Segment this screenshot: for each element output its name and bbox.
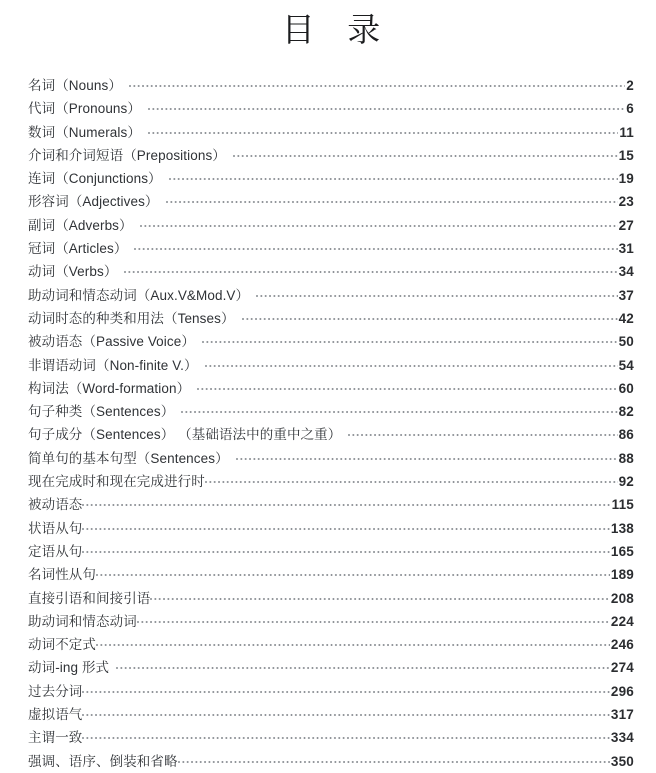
toc-entry-label: 动词不定式 — [28, 637, 96, 653]
toc-entry[interactable] — [28, 284, 634, 307]
toc-entry-label: 代词（Pronouns） — [28, 101, 141, 117]
toc-dot-leader — [233, 147, 618, 160]
table-of-contents — [28, 74, 634, 773]
toc-entry-page-number: 6 — [626, 101, 634, 117]
toc-entry-page-number: 15 — [618, 147, 634, 163]
toc-entry-label: 直接引语和间接引语 — [28, 590, 151, 606]
toc-dot-leader — [197, 380, 617, 393]
toc-entry-label: 句子种类（Sentences） — [28, 404, 175, 420]
toc-entry-page-number: 274 — [610, 660, 634, 676]
toc-dot-leader — [82, 706, 609, 719]
toc-entry[interactable] — [28, 470, 634, 493]
toc-entry-page-number: 296 — [610, 683, 634, 699]
toc-entry[interactable] — [28, 726, 634, 749]
page-title: 目 录 — [281, 10, 392, 49]
toc-entry-label: 主谓一致 — [28, 730, 83, 746]
toc-entry-label: 动词-ing 形式 — [28, 660, 110, 676]
toc-entry-label: 名词（Nouns） — [28, 78, 122, 93]
toc-entry-page-number: 189 — [610, 567, 634, 583]
toc-entry[interactable] — [28, 330, 634, 353]
toc-dot-leader — [205, 357, 618, 370]
toc-entry-page-number: 34 — [618, 264, 634, 280]
toc-entry[interactable] — [28, 144, 634, 167]
toc-entry[interactable] — [28, 97, 634, 120]
toc-dot-leader — [202, 333, 618, 346]
toc-dot-leader — [96, 566, 610, 579]
toc-entry[interactable] — [28, 703, 634, 726]
toc-entry-page-number: 50 — [618, 334, 634, 350]
toc-entry[interactable] — [28, 214, 634, 237]
toc-dot-leader — [134, 240, 617, 253]
toc-dot-leader — [150, 590, 609, 603]
toc-entry[interactable] — [28, 260, 634, 283]
toc-dot-leader — [82, 496, 610, 509]
toc-dot-leader — [242, 310, 618, 323]
toc-entry-label: 动词时态的种类和用法（Tenses） — [28, 310, 235, 326]
toc-entry-page-number: 317 — [610, 707, 634, 723]
toc-dot-leader — [148, 124, 618, 137]
toc-entry[interactable] — [28, 190, 634, 213]
toc-dot-leader — [140, 217, 618, 230]
toc-dot-leader — [166, 193, 618, 206]
toc-entry[interactable] — [28, 307, 634, 330]
toc-entry[interactable] — [28, 400, 634, 423]
toc-entry-page-number: 246 — [610, 637, 634, 653]
toc-entry-page-number: 92 — [618, 474, 634, 490]
toc-entry[interactable] — [28, 447, 634, 470]
toc-entry[interactable] — [28, 633, 634, 656]
toc-entry-label: 形容词（Adjectives） — [28, 194, 159, 210]
toc-entry-page-number: 27 — [618, 217, 634, 233]
toc-entry-label: 简单句的基本句型（Sentences） — [28, 450, 229, 466]
toc-dot-leader — [124, 263, 617, 276]
toc-entry-page-number: 334 — [610, 730, 634, 746]
toc-entry-page-number: 115 — [611, 497, 634, 513]
toc-dot-leader — [82, 520, 609, 533]
toc-entry-label: 被动语态（Passive Voice） — [28, 334, 195, 350]
toc-dot-leader — [82, 683, 609, 696]
toc-entry[interactable] — [28, 423, 634, 446]
toc-dot-leader — [169, 170, 618, 183]
toc-dot-leader — [137, 613, 610, 626]
toc-entry-label: 副词（Adverbs） — [28, 217, 133, 233]
toc-entry-page-number: 88 — [618, 450, 634, 466]
toc-entry-page-number: 224 — [610, 613, 634, 629]
toc-dot-leader — [129, 77, 625, 90]
toc-dot-leader — [116, 659, 610, 672]
toc-dot-leader — [256, 287, 617, 300]
toc-dot-leader — [236, 450, 618, 463]
toc-entry[interactable] — [28, 121, 634, 144]
toc-dot-leader — [82, 729, 609, 742]
toc-entry-label: 介词和介词短语（Prepositions） — [28, 147, 226, 163]
toc-entry[interactable] — [28, 74, 634, 97]
toc-entry-page-number: 11 — [619, 124, 634, 140]
toc-entry-page-number: 23 — [618, 194, 634, 210]
toc-entry-label: 冠词（Articles） — [28, 241, 128, 257]
toc-entry-label: 虚拟语气 — [28, 707, 83, 723]
toc-entry-page-number: 2 — [626, 78, 634, 93]
toc-entry[interactable] — [28, 610, 634, 633]
toc-dot-leader — [148, 100, 625, 113]
toc-entry[interactable] — [28, 680, 634, 703]
toc-entry-label: 数词（Numerals） — [28, 124, 141, 140]
toc-dot-leader — [205, 473, 618, 486]
toc-entry-label: 过去分词 — [28, 683, 83, 699]
toc-entry[interactable] — [28, 377, 634, 400]
toc-dot-leader — [96, 636, 610, 649]
toc-entry-page-number: 37 — [618, 287, 634, 303]
toc-entry[interactable] — [28, 167, 634, 190]
toc-entry[interactable] — [28, 540, 634, 563]
toc-entry-label: 助动词和情态动词 — [28, 613, 137, 629]
toc-entry-label: 现在完成时和现在完成进行时 — [28, 474, 205, 490]
toc-entry-label: 强调、语序、倒装和省略 — [28, 753, 178, 769]
toc-dot-leader — [181, 403, 617, 416]
toc-dot-leader — [82, 543, 609, 556]
toc-entry-label: 状语从句 — [28, 520, 83, 536]
toc-entry[interactable] — [28, 750, 634, 773]
toc-entry[interactable] — [28, 563, 634, 586]
toc-entry-label: 被动语态 — [28, 497, 83, 513]
toc-entry-page-number: 82 — [618, 404, 634, 420]
toc-entry-page-number: 60 — [618, 380, 634, 396]
toc-entry-page-number: 31 — [618, 241, 634, 257]
toc-entry[interactable] — [28, 587, 634, 610]
toc-entry-label: 非谓语动词（Non-finite V.） — [28, 357, 198, 373]
toc-entry-label: 句子成分（Sentences） （基础语法中的重中之重） — [28, 427, 342, 443]
toc-entry-label: 名词性从句 — [28, 567, 96, 583]
toc-entry-page-number: 19 — [618, 171, 634, 187]
toc-entry[interactable] — [28, 237, 634, 260]
toc-entry[interactable] — [28, 354, 634, 377]
toc-entry[interactable] — [28, 656, 634, 679]
toc-dot-leader — [348, 426, 617, 439]
toc-entry-label: 定语从句 — [28, 543, 83, 559]
toc-entry-label: 助动词和情态动词（Aux.V&Mod.V） — [28, 287, 250, 303]
toc-entry[interactable] — [28, 517, 634, 540]
toc-entry-page-number: 138 — [610, 520, 634, 536]
toc-entry-label: 构词法（Word-formation） — [28, 380, 191, 396]
toc-entry-page-number: 86 — [618, 427, 634, 443]
toc-entry-page-number: 165 — [610, 543, 634, 559]
toc-entry-label: 动词（Verbs） — [28, 264, 118, 280]
toc-dot-leader — [178, 753, 610, 766]
toc-entry-page-number: 42 — [618, 310, 634, 326]
toc-entry[interactable] — [28, 493, 634, 516]
toc-entry-page-number: 54 — [618, 357, 634, 373]
toc-entry-label: 连词（Conjunctions） — [28, 171, 162, 187]
toc-entry-page-number: 208 — [610, 590, 634, 606]
toc-entry-page-number: 350 — [610, 753, 634, 769]
